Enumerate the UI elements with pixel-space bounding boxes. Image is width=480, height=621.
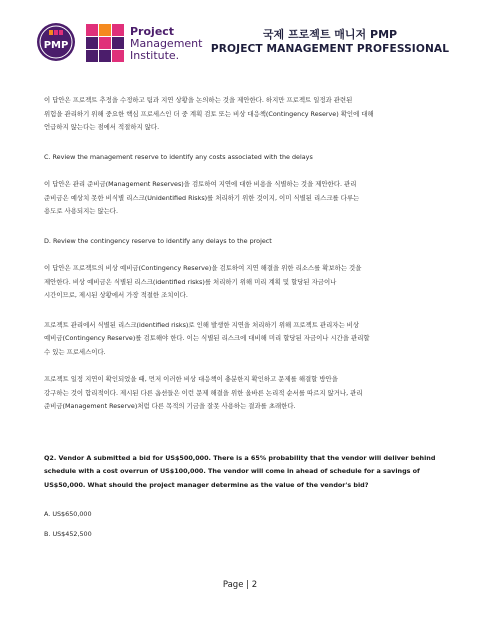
paragraph-line: 위험을 관리하기 위해 중요한 핵심 프로세스인 더 중 계획 검토 또는 비상 대응책(Contingency Reserve) 확인에 대해	[44, 109, 374, 118]
logo-line-2: Management	[130, 37, 203, 50]
answer-b: B. US$452,500	[44, 529, 92, 538]
paragraph-line: 이 답안은 프로젝트 추정을 수정하고 팀과 지연 상황을 논의하는 것을 제안한다. 하지만 프로젝트 일정과 관련된	[44, 96, 353, 104]
question-line: schedule with a cost overrun of US$100,000. The vendor will come in ahead of schedule for a savings of	[44, 467, 420, 475]
page-title	[200, 28, 460, 56]
paragraph-line: 언급하지 않는다는 점에서 적절하지 않다.	[44, 123, 160, 131]
answer-a: A. US$650,000	[44, 510, 92, 518]
paragraph-line: 시간이므로, 제시된 상황에서 가장 적절한 조치이다.	[44, 291, 188, 299]
question-line: Q2. Vendor A submitted a bid for US$500,000. There is a 65% probability that the vendor will deliver behind	[44, 453, 436, 462]
paragraph-line: 예비금(Contingency Reserve)를 검토해야 한다. 이는 식별된 리스크에 대비해 미리 할당된 자금이나 시간을 관리할	[44, 334, 370, 342]
question-line: US$50,000. What should the project manager determine as the value of the vendor's bid?	[44, 480, 369, 489]
paragraph-line: 수 있는 프로세스이다.	[44, 347, 106, 356]
page-number: Page | 2	[222, 580, 258, 590]
paragraph-line: 용도로 사용되지는 않는다.	[44, 207, 119, 215]
pmp-badge-icon	[36, 22, 76, 62]
paragraph-line: 이 답안은 관리 준비금(Management Reserves)을 검토하여 지연에 대한 비용을 식별하는 것을 제안한다. 관리	[44, 180, 357, 188]
paragraph-line: 준비금은 예상치 못한 비식별 리스크(Unidentified Risks)를 처리하기 위한 것이지, 이미 식별된 리스크를 다루는	[44, 193, 360, 202]
option-c: C. Review the management reserve to identify any costs associated with the delays	[44, 152, 313, 161]
page-header	[0, 0, 480, 70]
pmp-badge-label: PMP	[43, 40, 69, 51]
document-body	[44, 94, 444, 541]
title-korean: 국제 프로젝트 매니저 PMP	[262, 28, 398, 41]
paragraph-line: 강구하는 것이 합리적이다. 제시된 다른 옵션들은 이런 문제 해결을 위한 올바른 논리적 순서를 따르지 않거나, 관리	[44, 388, 363, 397]
logo-line-1: Project	[130, 25, 175, 38]
paragraph-line: 이 답안은 프로젝트의 비상 예비금(Contingency Reserve)을 검토하여 지연 해결을 위한 리소스를 확보하는 것을	[44, 264, 362, 272]
paragraph-line: 프로젝트 일정 지연이 확인되었을 때, 먼저 이러한 비상 대응책이 충분한지 확인하고 문제를 해결할 방안을	[44, 375, 338, 383]
paragraph-line: 프로젝트 관리에서 식별된 리스크(identified risks)로 인해 발생한 지연을 처리하기 위해 프로젝트 관리자는 비상	[44, 320, 359, 329]
paragraph-line: 제안한다. 비상 예비금은 식별된 리스크(identified risks)를 처리하기 위해 미리 계획 및 할당된 자금이나	[44, 277, 337, 286]
logo-line-3: Institute.	[130, 49, 180, 62]
option-d: D. Review the contingency reserve to identify any delays to the project	[44, 236, 272, 245]
title-english: PROJECT MANAGEMENT PROFESSIONAL	[210, 43, 450, 55]
paragraph-line: 준비금(Management Reserve)처럼 다른 목적의 기금을 잘못 사용하는 결과를 초래한다.	[44, 402, 296, 410]
pmi-logo-icon	[86, 24, 124, 62]
